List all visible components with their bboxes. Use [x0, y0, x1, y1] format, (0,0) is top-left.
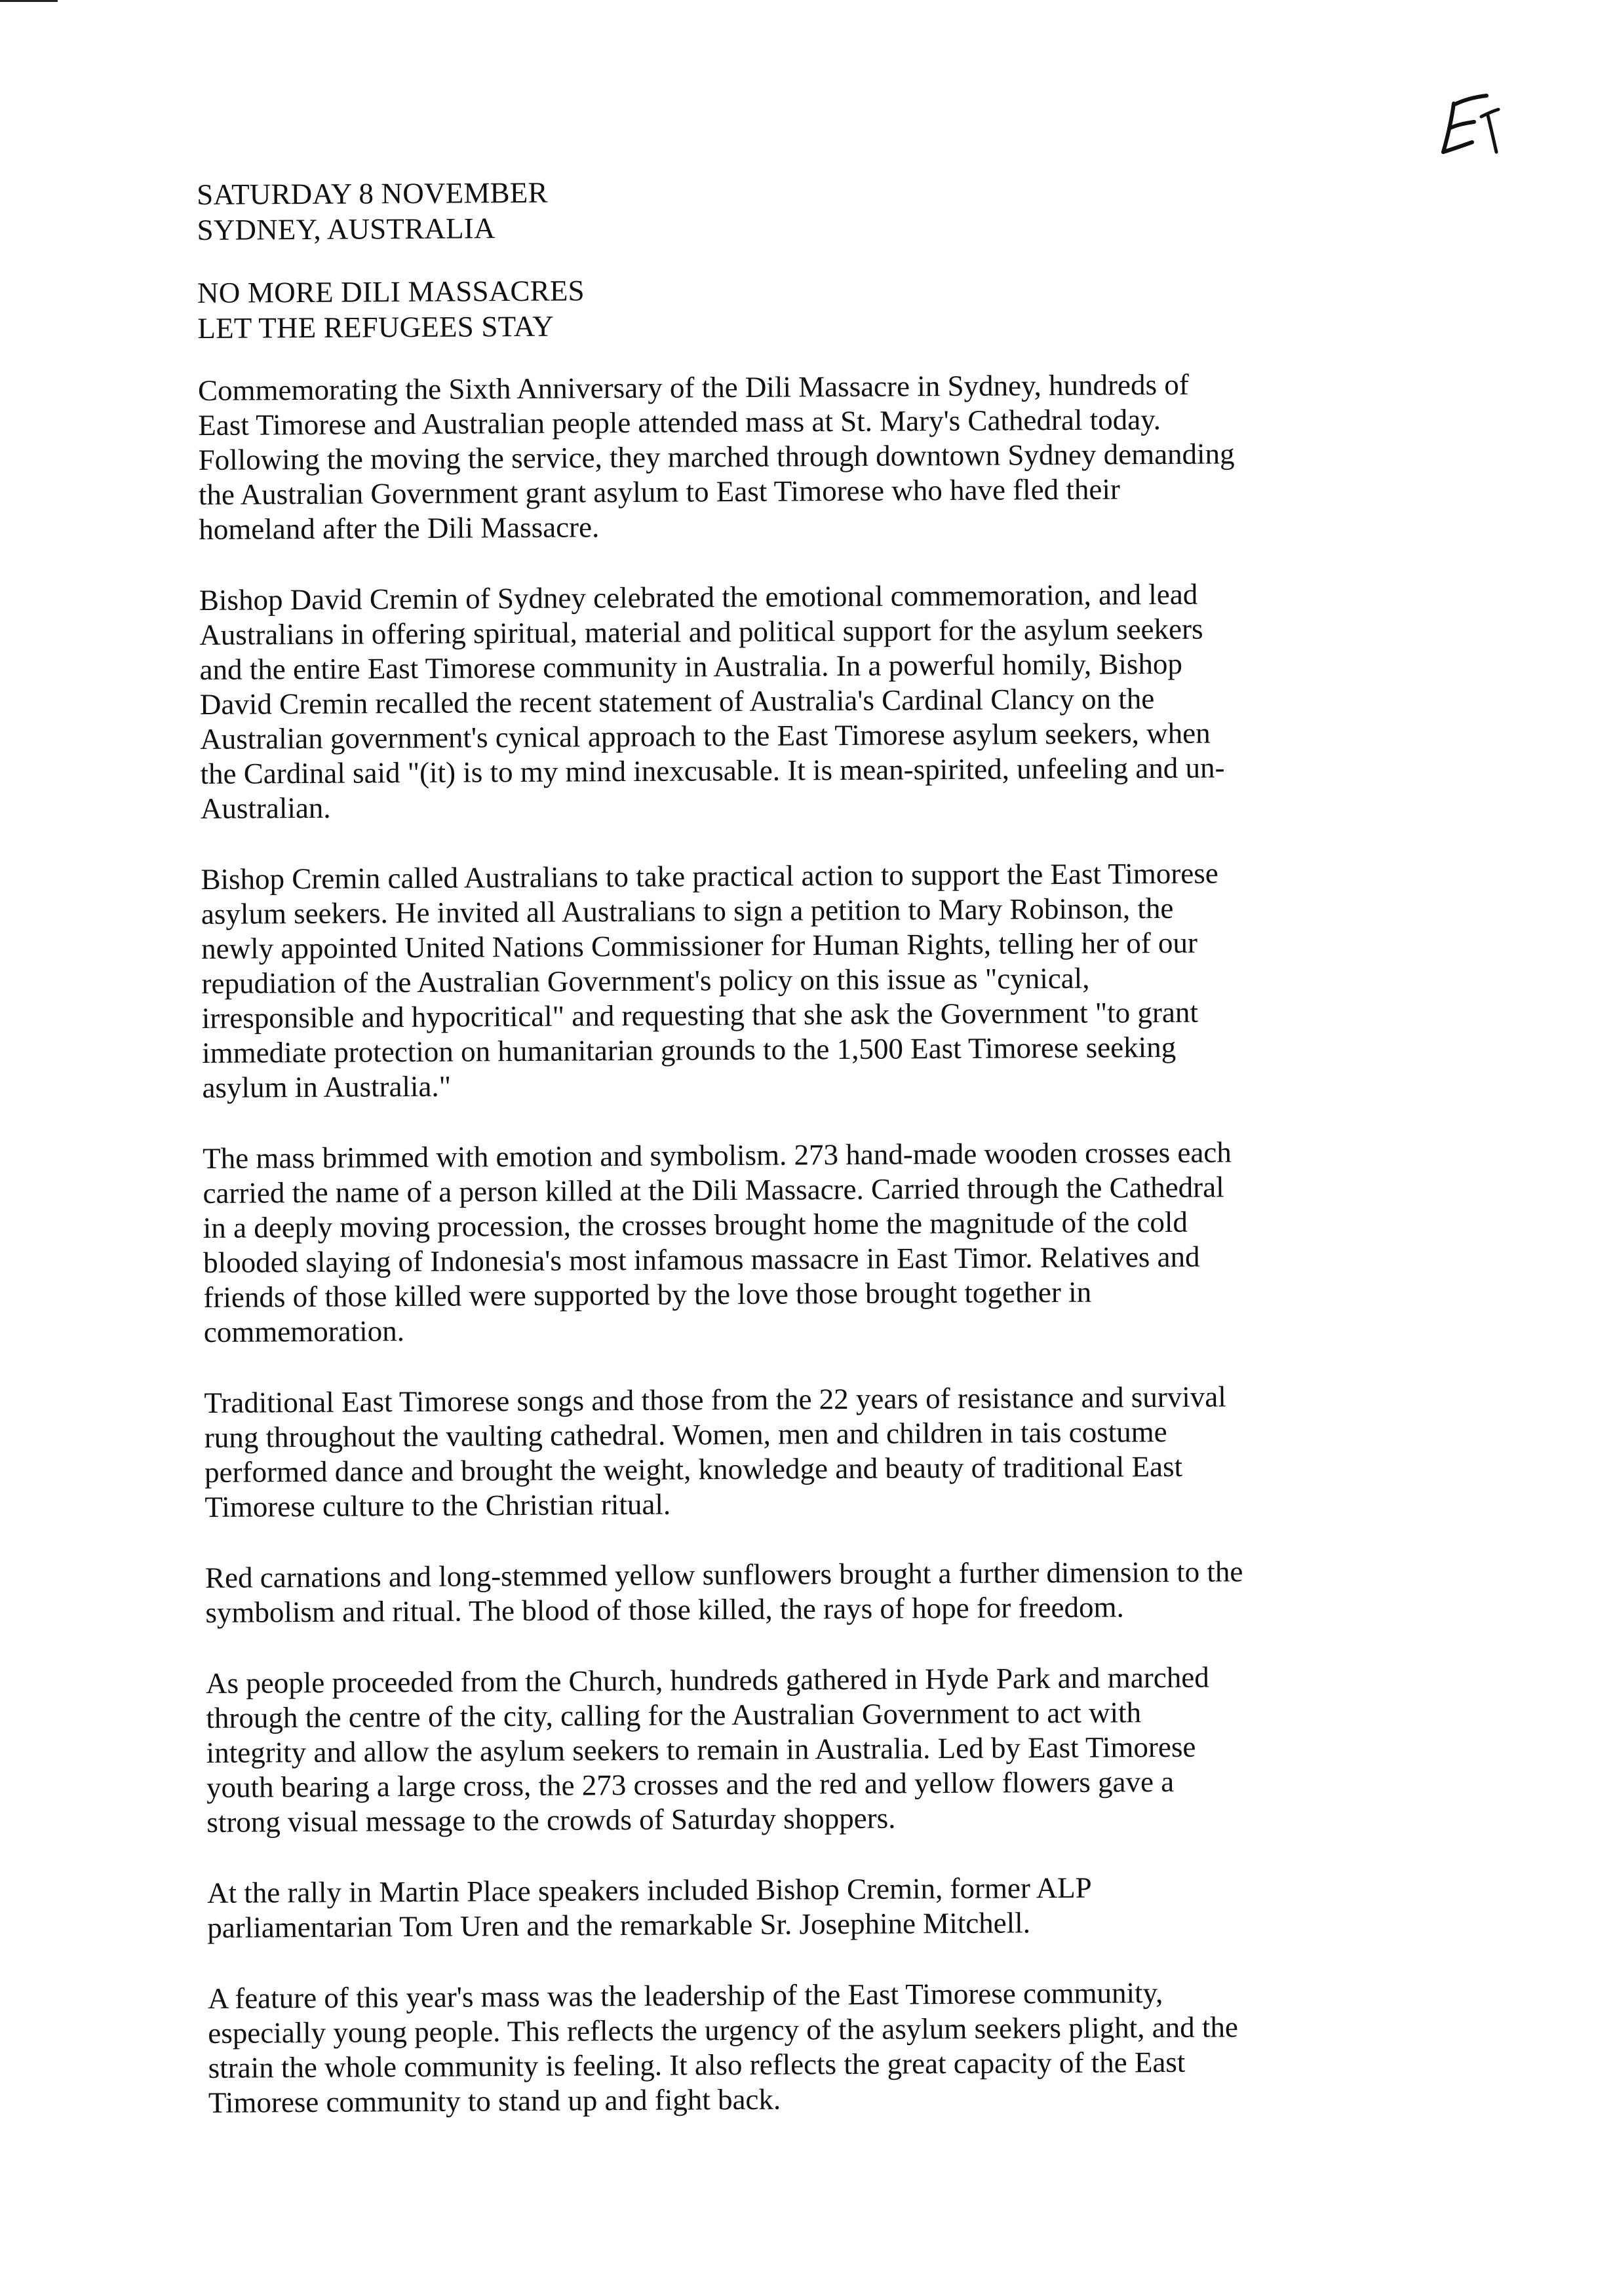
paragraph-7: As people proceeded from the Church, hundreds gathered in Hyde Park and marched through the centre of the city, calling for the Australian Government to act with integrity and allow the asylum seekers to remain in Australia. Led by East Timorese youth bearing a large cross, the 273 crosses and the red and yellow flowers gave a strong visual message to the crowds of Saturday shoppers.: [205, 1660, 1209, 1839]
paragraph-9: A feature of this year's mass was the leadership of the East Timorese community, especially young people. This reflects the urgency of the asylum seekers plight, and the strain the whole community is feeling. It also reflects the great capacity of the East Timorese community to stand up and fight back.: [207, 1976, 1239, 2119]
handwritten-et-mark: [1429, 92, 1514, 164]
paragraph-6: Red carnations and long-stemmed yellow sunflowers brought a further dimension to the symbolism and ritual. The blood of those killed, the rays of hope for freedom.: [204, 1555, 1243, 1629]
document-content: [197, 170, 1401, 2156]
date-line: SATURDAY 8 NOVEMBER: [197, 176, 548, 211]
paragraph-5: Traditional East Timorese songs and those from the 22 years of resistance and survival rung throughout the vaulting cathedral. Women, men and children in tais costume performed dance and brought the weight, knowledge and beauty of traditional East Timorese culture to the Christian ritual.: [204, 1380, 1226, 1523]
paragraph-3: Bishop Cremin called Australians to take practical action to support the East Timorese asylum seekers. He invited all Australians to sign a petition to Mary Robinson, the newly appointed United Nations Commissioner for Human Rights, telling her of our repudiation of the Australian Government's policy on this issue as "cynical, irresponsible and hypocritical" and requesting that she ask the Government "to grant immediate protection on humanitarian grounds to the 1,500 East Timorese seeking asylum in Australia.": [201, 856, 1218, 1104]
location-line: SYDNEY, AUSTRALIA: [197, 212, 496, 246]
headline-line-1: NO MORE DILI MASSACRES: [197, 274, 585, 309]
paragraph-4: The mass brimmed with emotion and symbolism. 273 hand-made wooden crosses each carried the name of a person killed at the Dili Massacre. Carried through the Cathedral in a deeply moving procession, the crosses brought home the magnitude of the cold blooded slaying of Indonesia's most infamous massacre in East Timor. Relatives and friends of those killed were supported by the love those brought together in commemoration.: [202, 1136, 1232, 1349]
scan-edge-mark: [0, 0, 58, 2]
paragraph-8: At the rally in Martin Place speakers included Bishop Cremin, former ALP parliamentarian Tom Uren and the remarkable Sr. Josephine Mitchell.: [206, 1871, 1092, 1944]
date-location-block: [197, 170, 1390, 248]
paragraph-1: Commemorating the Sixth Anniversary of the Dili Massacre in Sydney, hundreds of East Timorese and Australian people attended mass at St. Mary's Cathedral today. Following the moving the service, they marched through downtown Sydney demanding the Australian Government grant asylum to East Timorese who have fled their homeland after the Dili Massacre.: [197, 368, 1235, 546]
paragraph-2: Bishop David Cremin of Sydney celebrated the emotional commemoration, and lead Australians in offering spiritual, material and political support for the asylum seekers and the entire East Timorese community in Australia. In a powerful homily, Bishop David Cremin recalled the recent statement of Australia's Cardinal Clancy on the Australian government's cynical approach to the East Timorese asylum seekers, when the Cardinal said "(it) is to my mind inexcusable. It is mean-spirited, unfeeling and un- Australian.: [199, 577, 1225, 825]
headline-line-2: LET THE REFUGEES STAY: [197, 309, 555, 345]
headline-block: [197, 268, 1391, 346]
